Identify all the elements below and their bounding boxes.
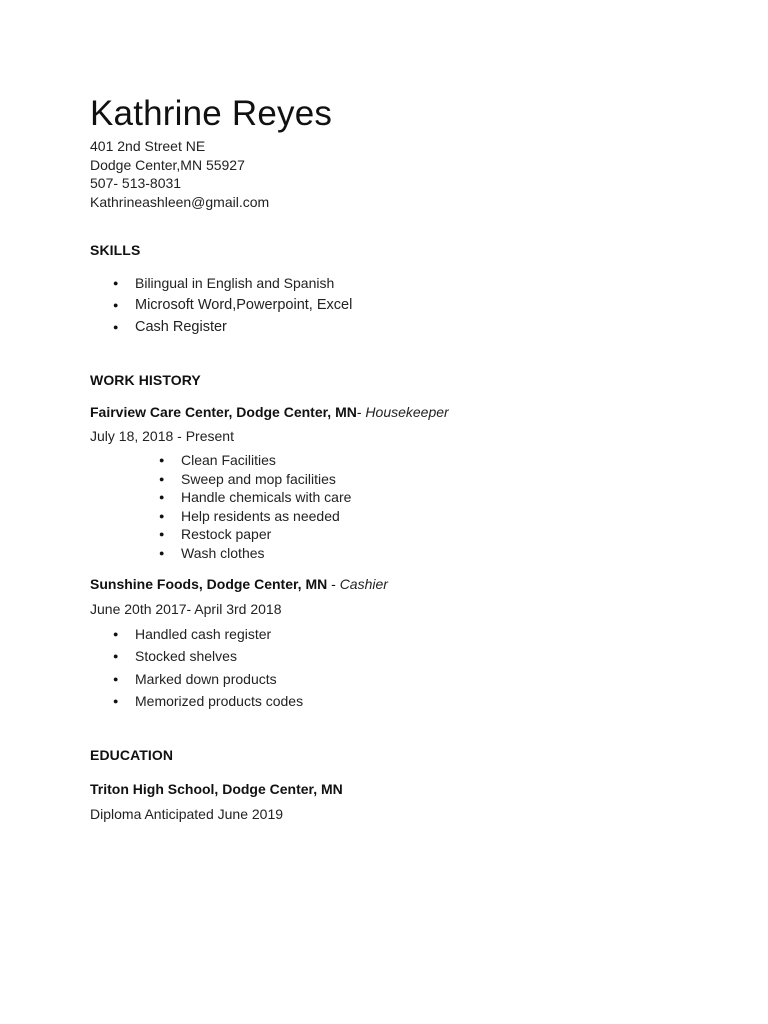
duty-text: Help residents as needed xyxy=(181,507,340,524)
duty-text: Clean Facilities xyxy=(181,452,276,468)
phone-number: 507- 513-8031 xyxy=(90,175,182,191)
skill-text: Bilingual in English and Spanish xyxy=(135,275,335,291)
duty-item xyxy=(181,489,351,508)
duty-item xyxy=(181,508,351,527)
address-line-2: Dodge Center,MN 55927 xyxy=(90,156,245,173)
separator: - xyxy=(327,576,340,592)
work-history-heading: WORK HISTORY xyxy=(90,372,201,388)
job-role: Cashier xyxy=(339,576,388,592)
skill-text: Cash Register xyxy=(135,319,227,335)
duty-text: Marked down products xyxy=(135,670,277,687)
skill-item xyxy=(135,274,352,296)
job-dates: July 18, 2018 - Present xyxy=(90,428,234,444)
contact-block xyxy=(90,137,269,211)
job-role: Housekeeper xyxy=(365,404,449,420)
job-dates: June 20th 2017- April 3rd 2018 xyxy=(90,601,282,617)
duty-item xyxy=(135,692,303,714)
education-heading: EDUCATION xyxy=(90,747,174,763)
duty-text: Stocked shelves xyxy=(135,648,237,665)
job-title-line xyxy=(90,404,449,420)
duty-text: Handle chemicals with care xyxy=(181,489,352,506)
duty-text: Restock paper xyxy=(181,526,272,543)
duty-item xyxy=(181,471,351,490)
duty-item xyxy=(181,452,351,471)
duty-text: Handled cash register xyxy=(135,626,272,642)
school-name: Triton High School, Dodge Center, MN xyxy=(90,781,343,797)
skill-text: Microsoft Word,Powerpoint, Excel xyxy=(135,297,353,313)
job-duties-list xyxy=(135,625,303,714)
employer-name: Fairview Care Center, Dodge Center, MN xyxy=(90,404,357,420)
duty-item xyxy=(135,625,303,647)
separator: - xyxy=(356,404,366,420)
duty-item xyxy=(135,670,303,692)
employer-name: Sunshine Foods, Dodge Center, MN xyxy=(90,576,328,592)
duty-text: Wash clothes xyxy=(181,544,265,561)
duty-item xyxy=(135,647,303,669)
skills-heading: SKILLS xyxy=(90,242,141,258)
skill-item xyxy=(135,296,352,318)
school-line xyxy=(90,781,343,797)
duty-text: Sweep and mop facilities xyxy=(181,470,336,487)
education-detail: Diploma Anticipated June 2019 xyxy=(90,806,284,822)
skills-list xyxy=(135,274,352,340)
candidate-name: Kathrine Reyes xyxy=(90,94,333,133)
duty-item xyxy=(181,545,351,564)
address-line-1: 401 2nd Street NE xyxy=(90,138,206,154)
duty-item xyxy=(181,526,351,545)
job-title-line xyxy=(90,576,388,592)
duty-text: Memorized products codes xyxy=(135,692,304,709)
skill-item xyxy=(135,318,352,340)
job-duties-list xyxy=(181,452,351,564)
email-address: Kathrineashleen@gmail.com xyxy=(90,193,270,210)
